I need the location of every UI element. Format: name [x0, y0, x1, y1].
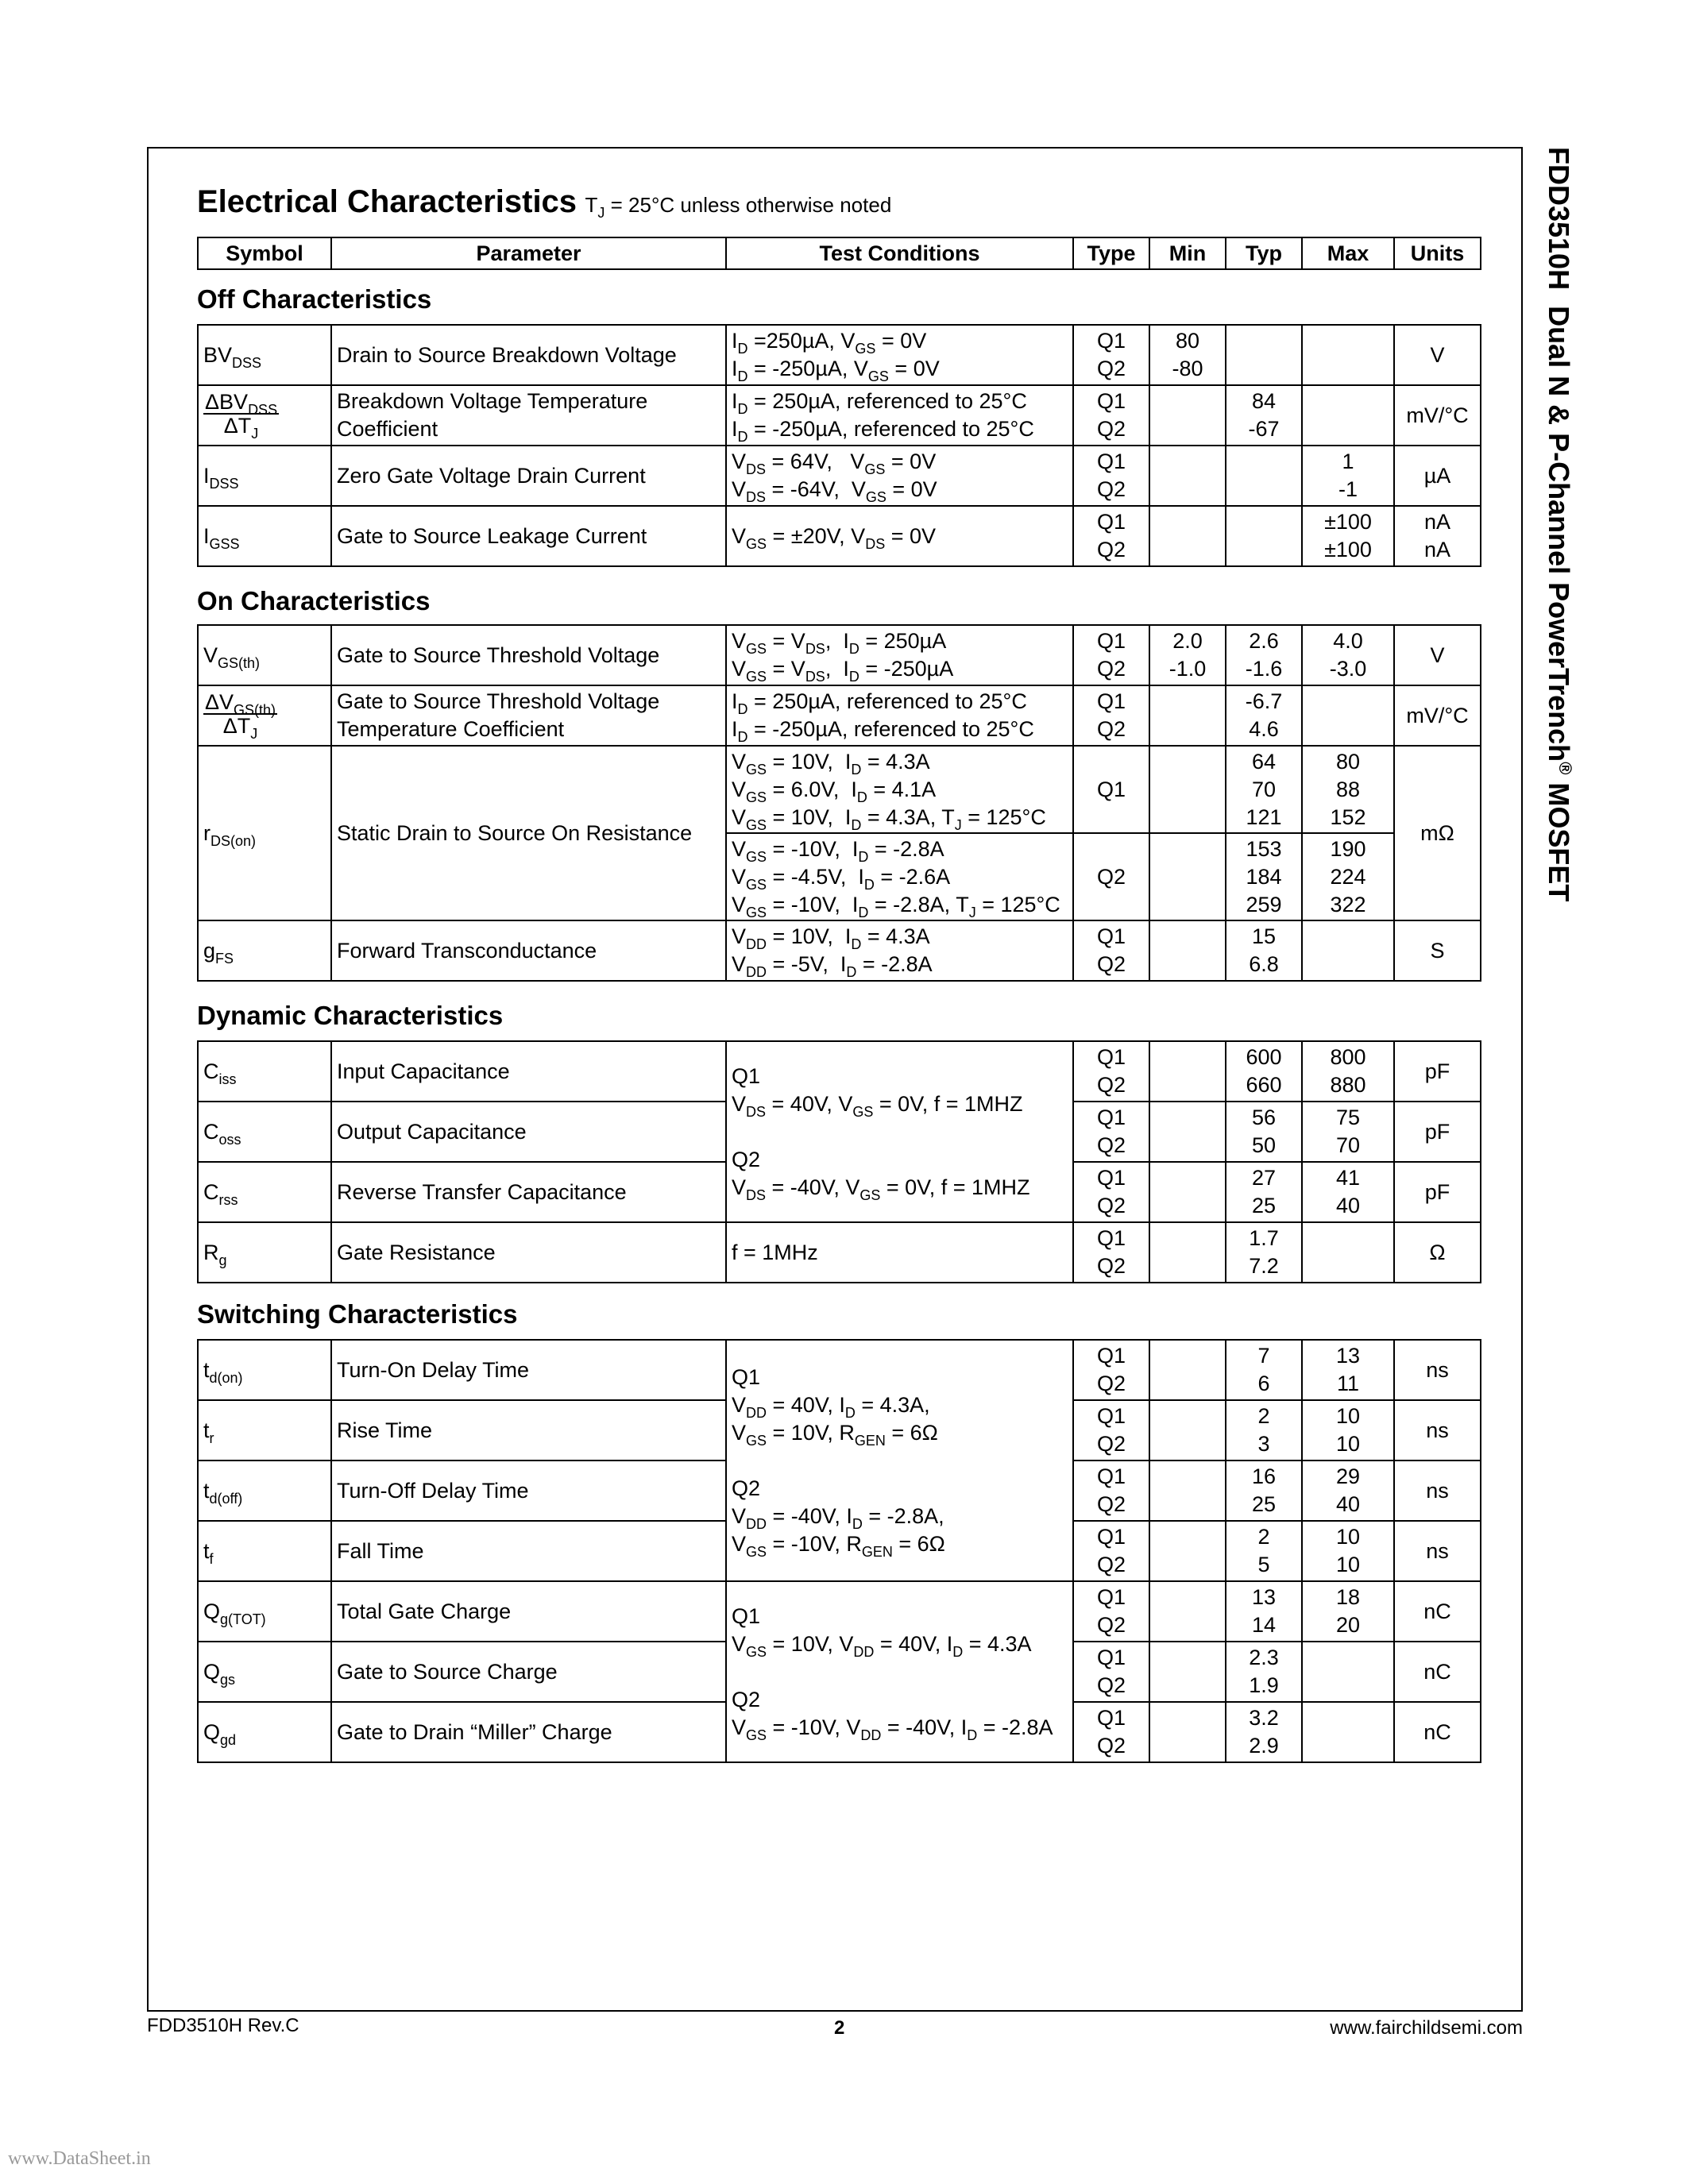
- conditions-cell: $V_{DD} = 10V$, $I_D = 4.3A$ $V_{DD} = -5V$, $I_D = -2.8A$: [726, 920, 1073, 981]
- conditions-cell: $V_{GS} = \pm 20V$, $V_{DS} = 0V$: [726, 506, 1073, 566]
- title-main: Electrical Characteristics: [197, 184, 577, 219]
- units-cell: V: [1394, 325, 1481, 385]
- typ-cell: 56 50: [1226, 1102, 1302, 1162]
- symbol-cell: $C_{oss}$: [198, 1102, 331, 1162]
- parameter-cell: Output Capacitance: [331, 1102, 726, 1162]
- units-cell: nC: [1394, 1581, 1481, 1642]
- max-cell: 41 40: [1302, 1162, 1394, 1222]
- symbol-cell: $\frac{\Delta V_{GS(th)}}{\Delta T_J}$: [198, 685, 331, 746]
- min-cell: [1149, 1642, 1226, 1702]
- min-cell: [1149, 1400, 1226, 1461]
- type-cell: Q1 Q2: [1073, 1102, 1149, 1162]
- max-cell: 29 40: [1302, 1461, 1394, 1521]
- section-on-title: On Characteristics: [197, 586, 431, 615]
- parameter-cell: Turn-Off Delay Time: [331, 1461, 726, 1521]
- typ-cell: 15 6.8: [1226, 920, 1302, 981]
- footer-doc-id: FDD3510H Rev.C: [147, 2015, 299, 2036]
- type-cell: Q1 Q2: [1073, 685, 1149, 746]
- min-cell: [1149, 1581, 1226, 1642]
- typ-cell: -6.7 4.6: [1226, 685, 1302, 746]
- side-title-text: FDD3510H Dual N & P-Channel PowerTrench® MOSFET: [1543, 147, 1575, 902]
- symbol-cell: $Q_{gs}$: [198, 1642, 331, 1702]
- parameter-cell: Gate to Source Threshold Voltage Temperature Coefficient: [331, 685, 726, 746]
- parameter-cell: Gate to Source Threshold Voltage: [331, 625, 726, 685]
- parameter-cell: Gate Resistance: [331, 1222, 726, 1283]
- min-cell: [1149, 1162, 1226, 1222]
- min-cell: [1149, 446, 1226, 506]
- units-cell: ns: [1394, 1461, 1481, 1521]
- typ-cell: 64 70 121: [1226, 746, 1302, 833]
- max-cell: ±100 ±100: [1302, 506, 1394, 566]
- title-note: $T_J = 25^\circ C$ unless otherwise noted: [585, 193, 892, 221]
- dynamic-table: [197, 1040, 1481, 1283]
- table-row: [198, 1340, 1481, 1400]
- type-cell: Q1 Q2: [1073, 1521, 1149, 1581]
- min-cell: [1149, 685, 1226, 746]
- units-cell: S: [1394, 920, 1481, 981]
- units-cell: pF: [1394, 1162, 1481, 1222]
- watermark: www.DataSheet.in: [8, 2148, 151, 2169]
- conditions-cell: f = 1MHz: [726, 1222, 1073, 1283]
- off-table: [197, 324, 1481, 567]
- units-cell: mV/°C: [1394, 685, 1481, 746]
- symbol-cell: $C_{iss}$: [198, 1041, 331, 1102]
- table-row: [198, 385, 1481, 446]
- table-row: [198, 506, 1481, 566]
- conditions-cell: Q1 $V_{DS} = 40V$, $V_{GS} = 0V$, f = 1MHZ Q2 $V_{DS} = -40V$, $V_{GS} = 0V$, f = 1MHZ: [726, 1041, 1073, 1222]
- units-cell: ns: [1394, 1340, 1481, 1400]
- header-type: Type: [1073, 237, 1149, 269]
- type-cell: Q1 Q2: [1073, 325, 1149, 385]
- min-cell: [1149, 920, 1226, 981]
- type-cell: Q1 Q2: [1073, 1340, 1149, 1400]
- units-cell: nC: [1394, 1702, 1481, 1762]
- max-cell: [1302, 920, 1394, 981]
- typ-cell: 3.2 2.9: [1226, 1702, 1302, 1762]
- type-cell: Q1 Q2: [1073, 1581, 1149, 1642]
- min-cell: [1149, 1041, 1226, 1102]
- conditions-cell: Q1 $V_{DD} = 40V$, $I_D = 4.3A$, $V_{GS} = 10V$, $R_{GEN} = 6\Omega$ Q2 $V_{DD} = -40V$, $I_D = -2.8A$, $V_{GS} = -10V$, $R_{GEN} = 6\Omega$: [726, 1340, 1073, 1581]
- conditions-cell: $V_{GS} = 10V$, $I_D = 4.3A$ $V_{GS} = 6.0V$, $I_D = 4.1A$ $V_{GS} = 10V$, $I_D = 4.3A$, $T_J = 125^\circ C$: [726, 746, 1073, 833]
- min-cell: [1149, 1222, 1226, 1283]
- table-row: [198, 1222, 1481, 1283]
- symbol-cell: $I_{DSS}$: [198, 446, 331, 506]
- parameter-cell: Static Drain to Source On Resistance: [331, 746, 726, 920]
- conditions-cell: $I_D = 250\mu A$, referenced to 25°C $I_D = -250\mu A$, referenced to 25°C: [726, 685, 1073, 746]
- max-cell: 1 -1: [1302, 446, 1394, 506]
- min-cell: [1149, 1702, 1226, 1762]
- type-cell: Q1 Q2: [1073, 1461, 1149, 1521]
- header-test-conditions: Test Conditions: [726, 237, 1073, 269]
- conditions-cell: $I_D =250\mu A$, $V_{GS} = 0V$ $I_D = -250\mu A$, $V_{GS} = 0V$: [726, 325, 1073, 385]
- conditions-cell: $V_{DS} = 64V$, $V_{GS} = 0V$ $V_{DS} = -64V$, $V_{GS} = 0V$: [726, 446, 1073, 506]
- type-cell: Q1 Q2: [1073, 1162, 1149, 1222]
- parameter-cell: Gate to Source Leakage Current: [331, 506, 726, 566]
- table-row: [198, 625, 1481, 685]
- symbol-cell: $R_g$: [198, 1222, 331, 1283]
- conditions-cell: $V_{GS} = -10V$, $I_D = -2.8A$ $V_{GS} = -4.5V$, $I_D = -2.6A$ $V_{GS} = -10V$, $I_D = -2.8A$, $T_J = 125^\circ C$: [726, 833, 1073, 920]
- header-symbol: Symbol: [198, 237, 331, 269]
- on-table: [197, 624, 1481, 982]
- conditions-cell: $I_D = 250\mu A$, referenced to 25°C $I_D = -250\mu A$, referenced to 25°C: [726, 385, 1073, 446]
- symbol-cell: $Q_{g(TOT)}$: [198, 1581, 331, 1642]
- typ-cell: 1.7 7.2: [1226, 1222, 1302, 1283]
- parameter-cell: Drain to Source Breakdown Voltage: [331, 325, 726, 385]
- min-cell: [1149, 833, 1226, 920]
- max-cell: 190 224 322: [1302, 833, 1394, 920]
- min-cell: [1149, 1521, 1226, 1581]
- table-row: [198, 446, 1481, 506]
- symbol-cell: $t_r$: [198, 1400, 331, 1461]
- table-row: [198, 325, 1481, 385]
- symbol-cell: $r_{DS(on)}$: [198, 746, 331, 920]
- typ-cell: 7 6: [1226, 1340, 1302, 1400]
- typ-cell: 2 5: [1226, 1521, 1302, 1581]
- parameter-cell: Fall Time: [331, 1521, 726, 1581]
- type-cell: Q2: [1073, 833, 1149, 920]
- type-cell: Q1 Q2: [1073, 385, 1149, 446]
- units-cell: µA: [1394, 446, 1481, 506]
- type-cell: Q1 Q2: [1073, 920, 1149, 981]
- typ-cell: 153 184 259: [1226, 833, 1302, 920]
- header-typ: Typ: [1226, 237, 1302, 269]
- header-min: Min: [1149, 237, 1226, 269]
- max-cell: 18 20: [1302, 1581, 1394, 1642]
- units-cell: nC: [1394, 1642, 1481, 1702]
- min-cell: 80 -80: [1149, 325, 1226, 385]
- units-cell: ns: [1394, 1521, 1481, 1581]
- units-cell: Ω: [1394, 1222, 1481, 1283]
- min-cell: 2.0 -1.0: [1149, 625, 1226, 685]
- max-cell: [1302, 1702, 1394, 1762]
- parameter-cell: Forward Transconductance: [331, 920, 726, 981]
- type-cell: Q1 Q2: [1073, 506, 1149, 566]
- parameter-cell: Turn-On Delay Time: [331, 1340, 726, 1400]
- section-switching-title: Switching Characteristics: [197, 1299, 518, 1329]
- parameter-cell: Breakdown Voltage Temperature Coefficient: [331, 385, 726, 446]
- symbol-cell: $C_{rss}$: [198, 1162, 331, 1222]
- units-cell: V: [1394, 625, 1481, 685]
- symbol-cell: $I_{GSS}$: [198, 506, 331, 566]
- symbol-cell: $g_{FS}$: [198, 920, 331, 981]
- table-row: [198, 920, 1481, 981]
- header-parameter: Parameter: [331, 237, 726, 269]
- parameter-cell: Input Capacitance: [331, 1041, 726, 1102]
- header-max: Max: [1302, 237, 1394, 269]
- symbol-cell: $\frac{\Delta BV_{DSS}}{\Delta T_J}$: [198, 385, 331, 446]
- side-title: [1541, 147, 1589, 1036]
- type-cell: Q1 Q2: [1073, 1222, 1149, 1283]
- page-title: [197, 184, 891, 220]
- symbol-cell: $V_{GS(th)}$: [198, 625, 331, 685]
- page-number: 2: [834, 2017, 845, 2039]
- table-row: [198, 685, 1481, 746]
- max-cell: 80 88 152: [1302, 746, 1394, 833]
- symbol-cell: $t_{d(off)}$: [198, 1461, 331, 1521]
- units-cell: mV/°C: [1394, 385, 1481, 446]
- footer-website-link[interactable]: www.fairchildsemi.com: [1330, 2017, 1523, 2039]
- typ-cell: 2.6 -1.6: [1226, 625, 1302, 685]
- max-cell: 10 10: [1302, 1521, 1394, 1581]
- section-off-title: Off Characteristics: [197, 284, 432, 314]
- units-cell: mΩ: [1394, 746, 1481, 920]
- max-cell: 4.0 -3.0: [1302, 625, 1394, 685]
- units-cell: pF: [1394, 1041, 1481, 1102]
- type-cell: Q1 Q2: [1073, 1702, 1149, 1762]
- header-table: [197, 237, 1481, 270]
- parameter-cell: Gate to Drain “Miller” Charge: [331, 1702, 726, 1762]
- min-cell: [1149, 1461, 1226, 1521]
- max-cell: [1302, 1222, 1394, 1283]
- type-cell: Q1: [1073, 746, 1149, 833]
- typ-cell: [1226, 446, 1302, 506]
- typ-cell: 2 3: [1226, 1400, 1302, 1461]
- symbol-cell: $t_f$: [198, 1521, 331, 1581]
- max-cell: 10 10: [1302, 1400, 1394, 1461]
- max-cell: [1302, 385, 1394, 446]
- max-cell: 13 11: [1302, 1340, 1394, 1400]
- units-cell: ns: [1394, 1400, 1481, 1461]
- min-cell: [1149, 506, 1226, 566]
- parameter-cell: Reverse Transfer Capacitance: [331, 1162, 726, 1222]
- table-row: [198, 1041, 1481, 1102]
- table-row: [198, 746, 1481, 833]
- type-cell: Q1 Q2: [1073, 1400, 1149, 1461]
- header-units: Units: [1394, 237, 1481, 269]
- symbol-cell: $Q_{gd}$: [198, 1702, 331, 1762]
- symbol-cell: $BV_{DSS}$: [198, 325, 331, 385]
- max-cell: 800 880: [1302, 1041, 1394, 1102]
- max-cell: [1302, 1642, 1394, 1702]
- type-cell: Q1 Q2: [1073, 446, 1149, 506]
- type-cell: Q1 Q2: [1073, 625, 1149, 685]
- table-row: [198, 1581, 1481, 1642]
- max-cell: [1302, 685, 1394, 746]
- conditions-cell: Q1 $V_{GS} = 10V$, $V_{DD} = 40V$, $I_D = 4.3A$ Q2 $V_{GS} = -10V$, $V_{DD} = -40V$, $I_D = -2.8A$: [726, 1581, 1073, 1762]
- typ-cell: 84 -67: [1226, 385, 1302, 446]
- switching-table: [197, 1339, 1481, 1763]
- type-cell: Q1 Q2: [1073, 1041, 1149, 1102]
- type-cell: Q1 Q2: [1073, 1642, 1149, 1702]
- units-cell: nA nA: [1394, 506, 1481, 566]
- units-cell: pF: [1394, 1102, 1481, 1162]
- typ-cell: 13 14: [1226, 1581, 1302, 1642]
- conditions-cell: $V_{GS} = V_{DS}$, $I_D = 250\mu A$ $V_{GS} = V_{DS}$, $I_D = -250\mu A$: [726, 625, 1073, 685]
- min-cell: [1149, 1102, 1226, 1162]
- typ-cell: 27 25: [1226, 1162, 1302, 1222]
- min-cell: [1149, 746, 1226, 833]
- typ-cell: 16 25: [1226, 1461, 1302, 1521]
- section-dynamic-title: Dynamic Characteristics: [197, 1001, 504, 1030]
- typ-cell: 600 660: [1226, 1041, 1302, 1102]
- typ-cell: 2.3 1.9: [1226, 1642, 1302, 1702]
- parameter-cell: Total Gate Charge: [331, 1581, 726, 1642]
- parameter-cell: Zero Gate Voltage Drain Current: [331, 446, 726, 506]
- min-cell: [1149, 1340, 1226, 1400]
- symbol-cell: $t_{d(on)}$: [198, 1340, 331, 1400]
- typ-cell: [1226, 506, 1302, 566]
- typ-cell: [1226, 325, 1302, 385]
- max-cell: 75 70: [1302, 1102, 1394, 1162]
- parameter-cell: Gate to Source Charge: [331, 1642, 726, 1702]
- min-cell: [1149, 385, 1226, 446]
- max-cell: [1302, 325, 1394, 385]
- parameter-cell: Rise Time: [331, 1400, 726, 1461]
